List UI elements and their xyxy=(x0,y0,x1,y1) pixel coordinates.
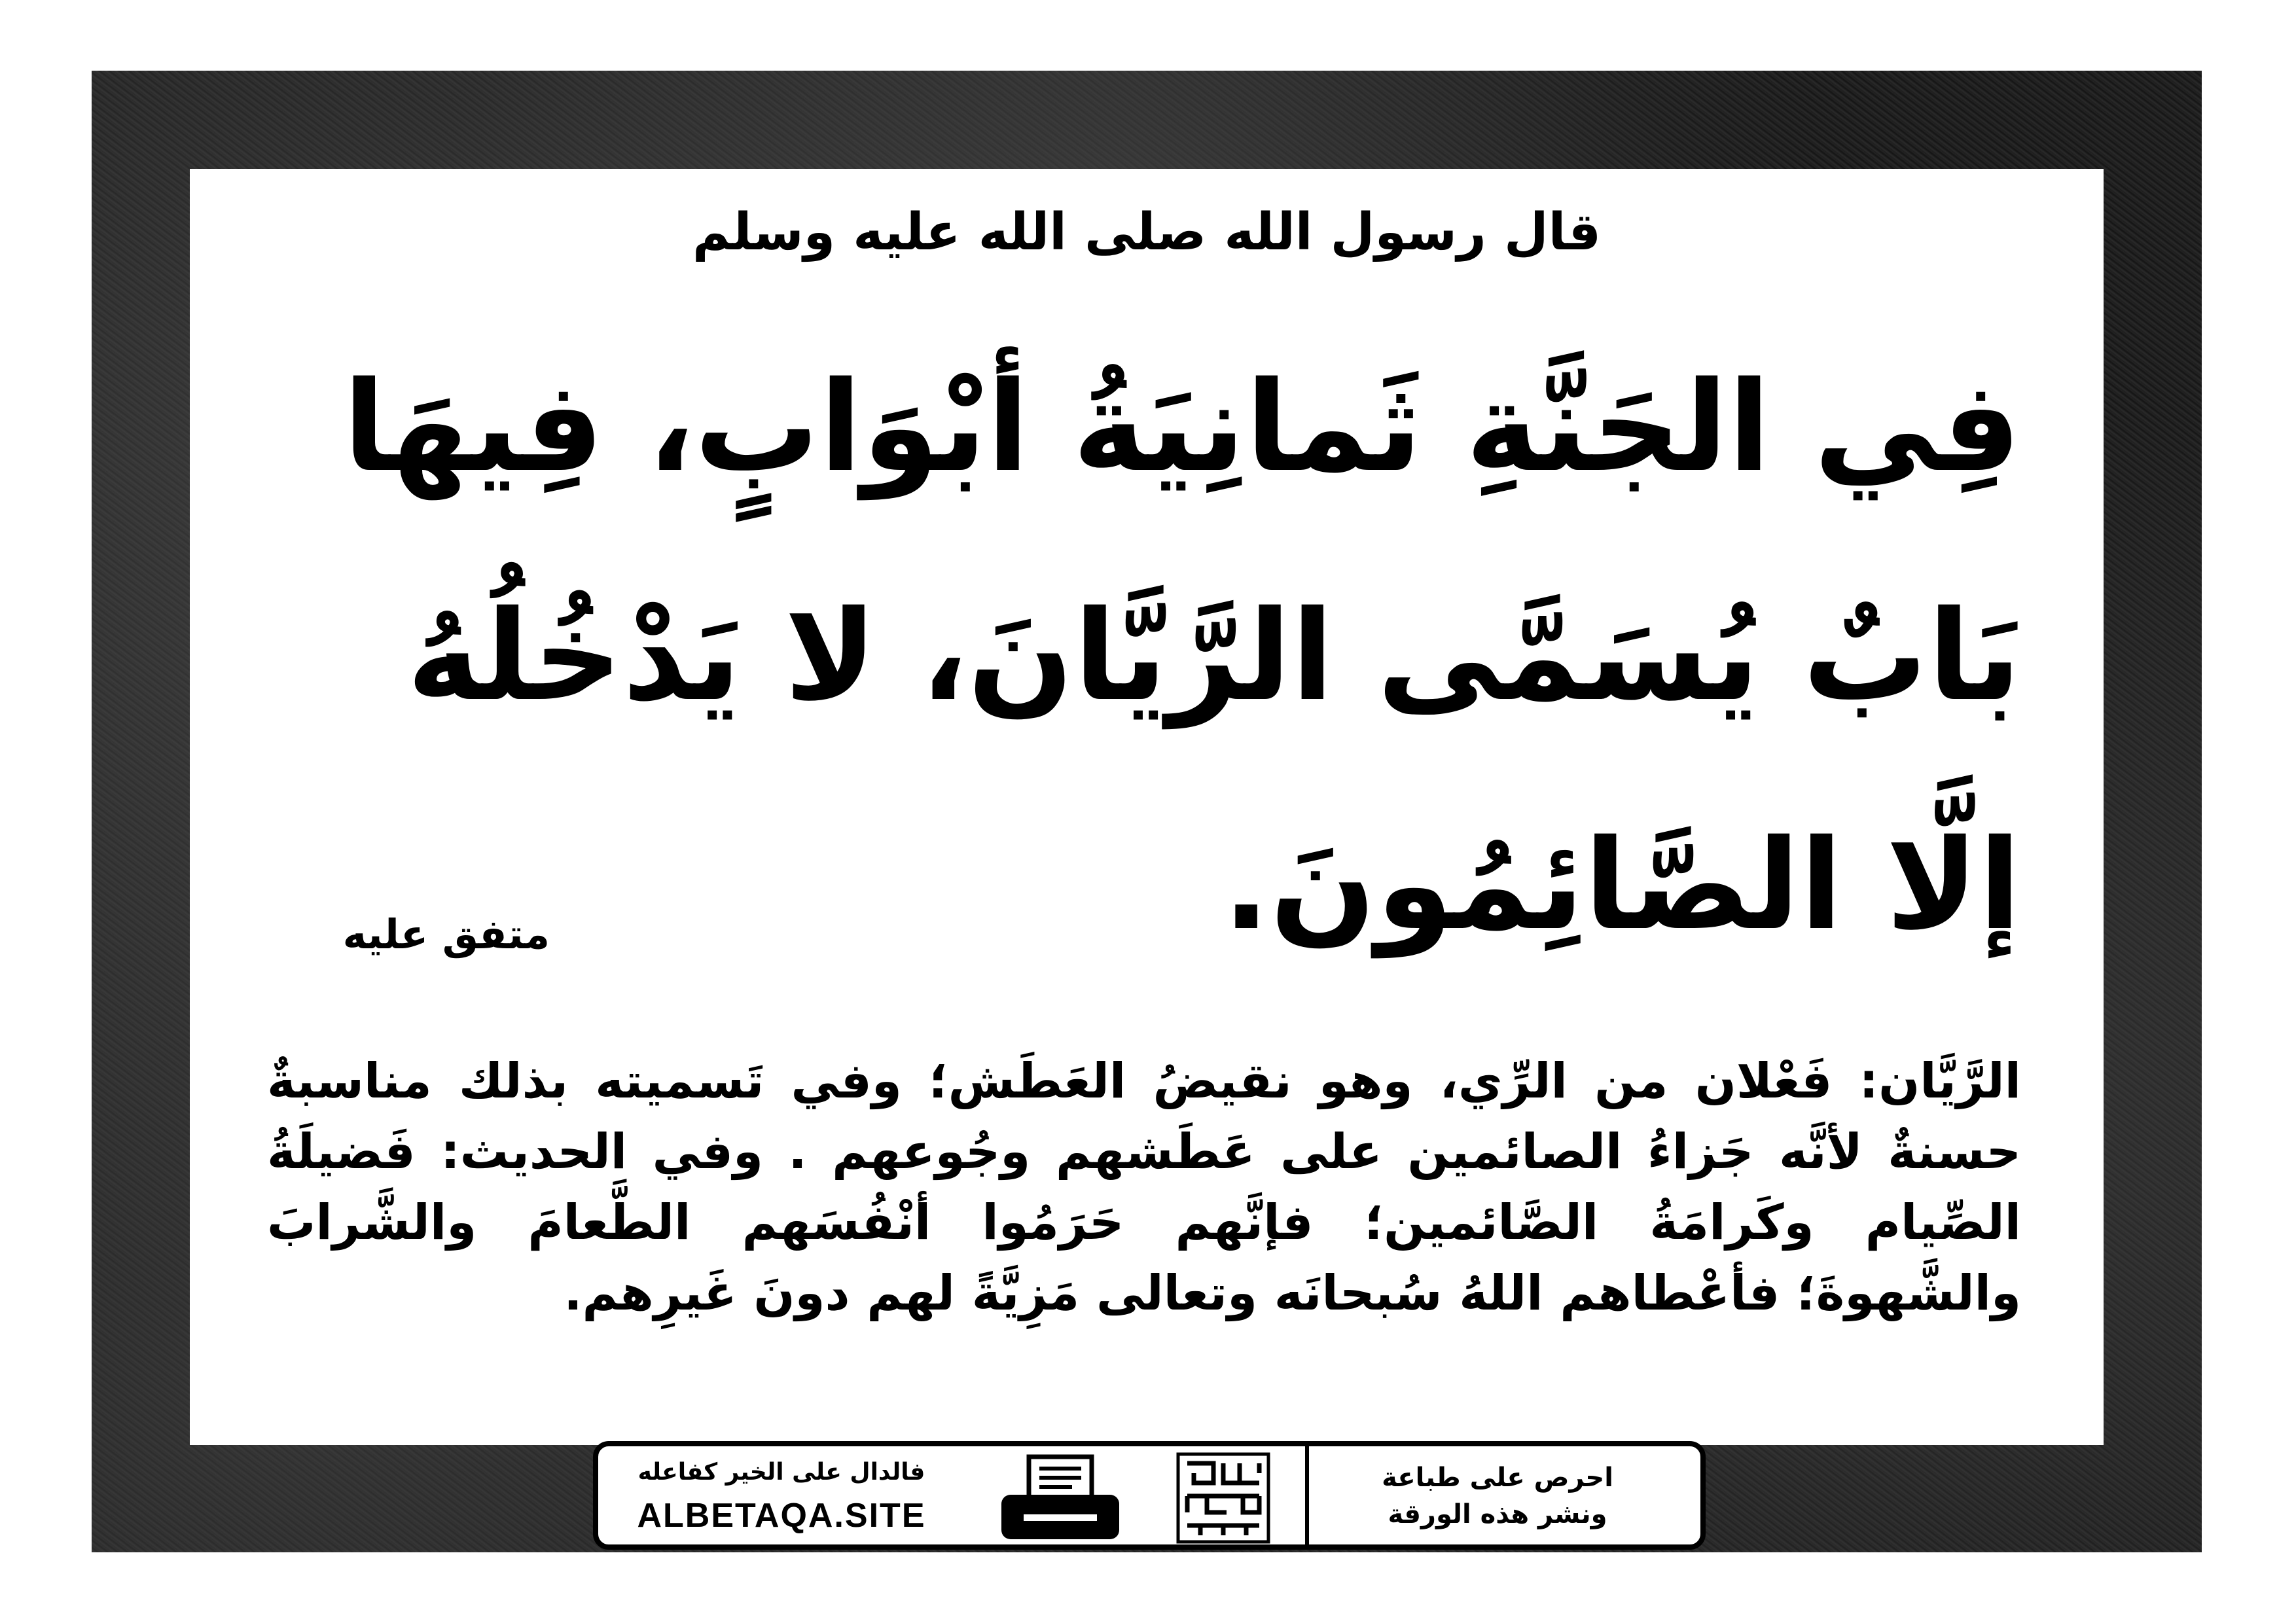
hadith-line: بَابٌ يُسَمَّى الرَّيَّانَ، لا يَدْخُلُهُ xyxy=(406,584,2021,728)
explanation-text: الرَّيَّان: فَعْلان من الرِّي، وهو نقيضُ العَطَش؛ وفي تَسميته بذلك مناسبةٌ حسنةٌ لأنَّه جَزاءُ الصائمين على عَطَشهم وجُوعهم . وفي الحديث: فَضيلَةُ الصِّيام وكَرامَةُ الصَّائمين؛ فإنَّهم حَرَمُوا أنْفُسَهم الطَّعامَ والشَّرابَ والشَّهوةَ؛ فأعْطاهم اللهُ سُبحانَه وتعالى مَزِيَّةً لهم دونَ غَيرِهم. xyxy=(267,1053,2021,1321)
footer-site-block xyxy=(611,1455,952,1538)
hadith-text xyxy=(267,313,2021,1000)
footer-note-line: احرص على طباعة xyxy=(1382,1463,1613,1493)
printer-icon xyxy=(995,1452,1126,1543)
logo-mark xyxy=(1174,1450,1272,1546)
footer-divider xyxy=(1305,1446,1309,1544)
hadith-line: إلَّا الصَّائِمُونَ. xyxy=(1223,813,2021,957)
footer-site-link[interactable]: ALBETAQA.SITE xyxy=(637,1497,926,1535)
intro-text: قال رسول الله صلى الله عليه وسلم xyxy=(692,203,1602,262)
hadith-line: فِي الجَنَّةِ ثَمانِيَةُ أبْوَابٍ، فِيهَا xyxy=(342,355,2021,499)
footer-print-note xyxy=(1314,1459,1681,1533)
hadith-source: متفق عليه xyxy=(342,910,550,958)
footer-motto: فالدال على الخير كفاعله xyxy=(637,1459,925,1486)
footer-note-line: ونشر هذه الورقة xyxy=(1388,1499,1607,1529)
footer-banner xyxy=(593,1441,1706,1550)
